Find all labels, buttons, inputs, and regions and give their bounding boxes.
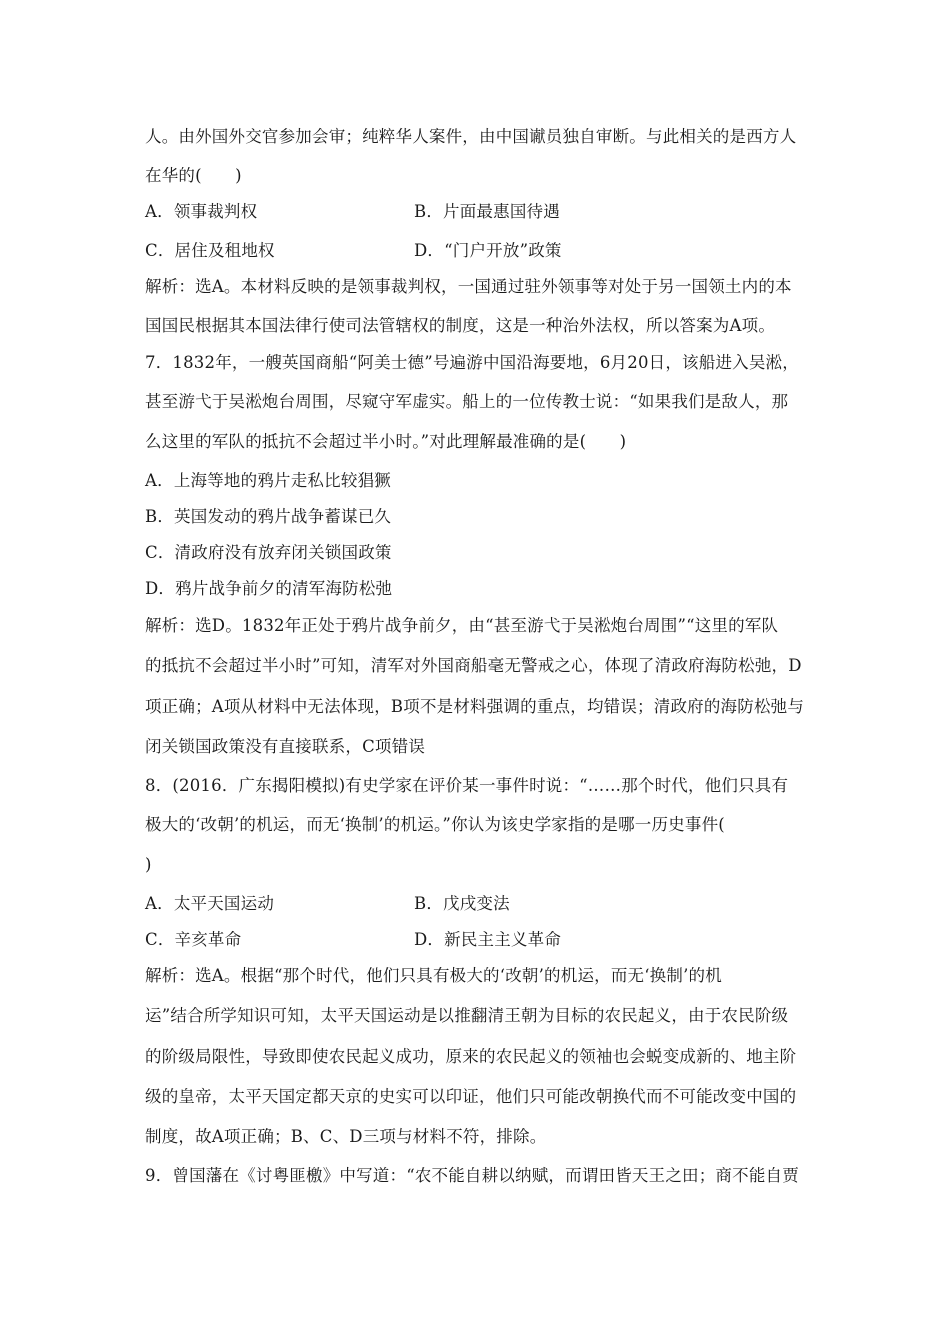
q9-stem-line-1: 9．曾国藩在《讨粤匪檄》中写道：“农不能自耕以纳赋，而谓田皆天王之田；商不能自贾 xyxy=(145,1166,799,1185)
q8-analysis-line-3: 的阶级局限性，导致即使农民起义成功，原来的农民起义的领袖也会蜕变成新的、地主阶 xyxy=(145,1047,797,1066)
q7-analysis-line-3: 项正确；A项从材料中无法体现，B项不是材料强调的重点，均错误；清政府的海防松弛与 xyxy=(145,697,805,716)
q8-analysis-line-5: 制度，故A项正确；B、C、D三项与材料不符，排除。 xyxy=(145,1127,547,1146)
q8-analysis-line-2: 运”结合所学知识可知，太平天国运动是以推翻清王朝为目标的农民起义，由于农民阶级 xyxy=(145,1006,789,1025)
q8-option-a: A．太平天国运动 xyxy=(145,894,275,913)
q6-option-a: A．领事裁判权 xyxy=(145,202,258,221)
q8-stem-line-1: 8．(2016．广东揭阳模拟)有史学家在评价某一事件时说：“……那个时代，他们只具有 xyxy=(145,776,789,795)
q7-stem-line-1: 7．1832年，一艘英国商船“阿美士德”号遍游中国沿海要地，6月20日，该船进入吴淞， xyxy=(145,353,799,372)
q7-analysis-line-2: 的抵抗不会超过半小时”可知，清军对外国商船毫无警戒之心，体现了清政府海防松弛，D xyxy=(145,656,802,675)
q8-option-c: C．辛亥革命 xyxy=(145,930,242,949)
q6-option-b: B．片面最惠国待遇 xyxy=(414,202,560,221)
q7-stem-line-3: 么这里的军队的抵抗不会超过半小时。”对此理解最准确的是( ) xyxy=(145,432,627,451)
q6-analysis-line-2: 国国民根据其本国法律行使司法管辖权的制度，这是一种治外法权，所以答案为A项。 xyxy=(145,316,776,335)
q6-option-d: D．“门户开放”政策 xyxy=(414,241,562,260)
q8-option-d: D．新民主主义革命 xyxy=(414,930,562,949)
q8-stem-line-3: ) xyxy=(145,855,152,874)
q7-stem-line-2: 甚至游弋于吴淞炮台周围，尽窥守军虚实。船上的一位传教士说：“如果我们是敌人，那 xyxy=(145,392,789,411)
q6-option-c: C．居住及租地权 xyxy=(145,241,275,260)
q8-analysis-line-4: 级的皇帝，太平天国定都天京的史实可以印证，他们只可能改朝换代而不可能改变中国的 xyxy=(145,1087,797,1106)
q7-analysis-line-1: 解析：选D。1832年正处于鸦片战争前夕，由“甚至游弋于吴淞炮台周围”“这里的军队 xyxy=(145,616,779,635)
q7-option-a: A．上海等地的鸦片走私比较猖獗 xyxy=(145,471,391,490)
q7-option-c: C．清政府没有放弃闭关锁国政策 xyxy=(145,543,392,562)
q8-analysis-line-1: 解析：选A。根据“那个时代，他们只具有极大的‘改朝’的机运，而无‘换制’的机 xyxy=(145,966,722,985)
q7-option-d: D．鸦片战争前夕的清军海防松弛 xyxy=(145,579,393,598)
q8-option-b: B．戊戌变法 xyxy=(414,894,510,913)
q6-stem-line-2: 在华的( ) xyxy=(145,166,242,185)
q6-analysis-line-1: 解析：选A。本材料反映的是领事裁判权，一国通过驻外领事等对处于另一国领土内的本 xyxy=(145,277,792,296)
q6-stem-line-1: 人。由外国外交官参加会审；纯粹华人案件，由中国谳员独自审断。与此相关的是西方人 xyxy=(145,127,797,146)
q7-analysis-line-4: 闭关锁国政策没有直接联系，C项错误 xyxy=(145,737,426,756)
q7-option-b: B．英国发动的鸦片战争蓄谋已久 xyxy=(145,507,392,526)
q8-stem-line-2: 极大的‘改朝’的机运，而无‘换制’的机运。”你认为该史学家指的是哪一历史事件( xyxy=(145,815,725,834)
